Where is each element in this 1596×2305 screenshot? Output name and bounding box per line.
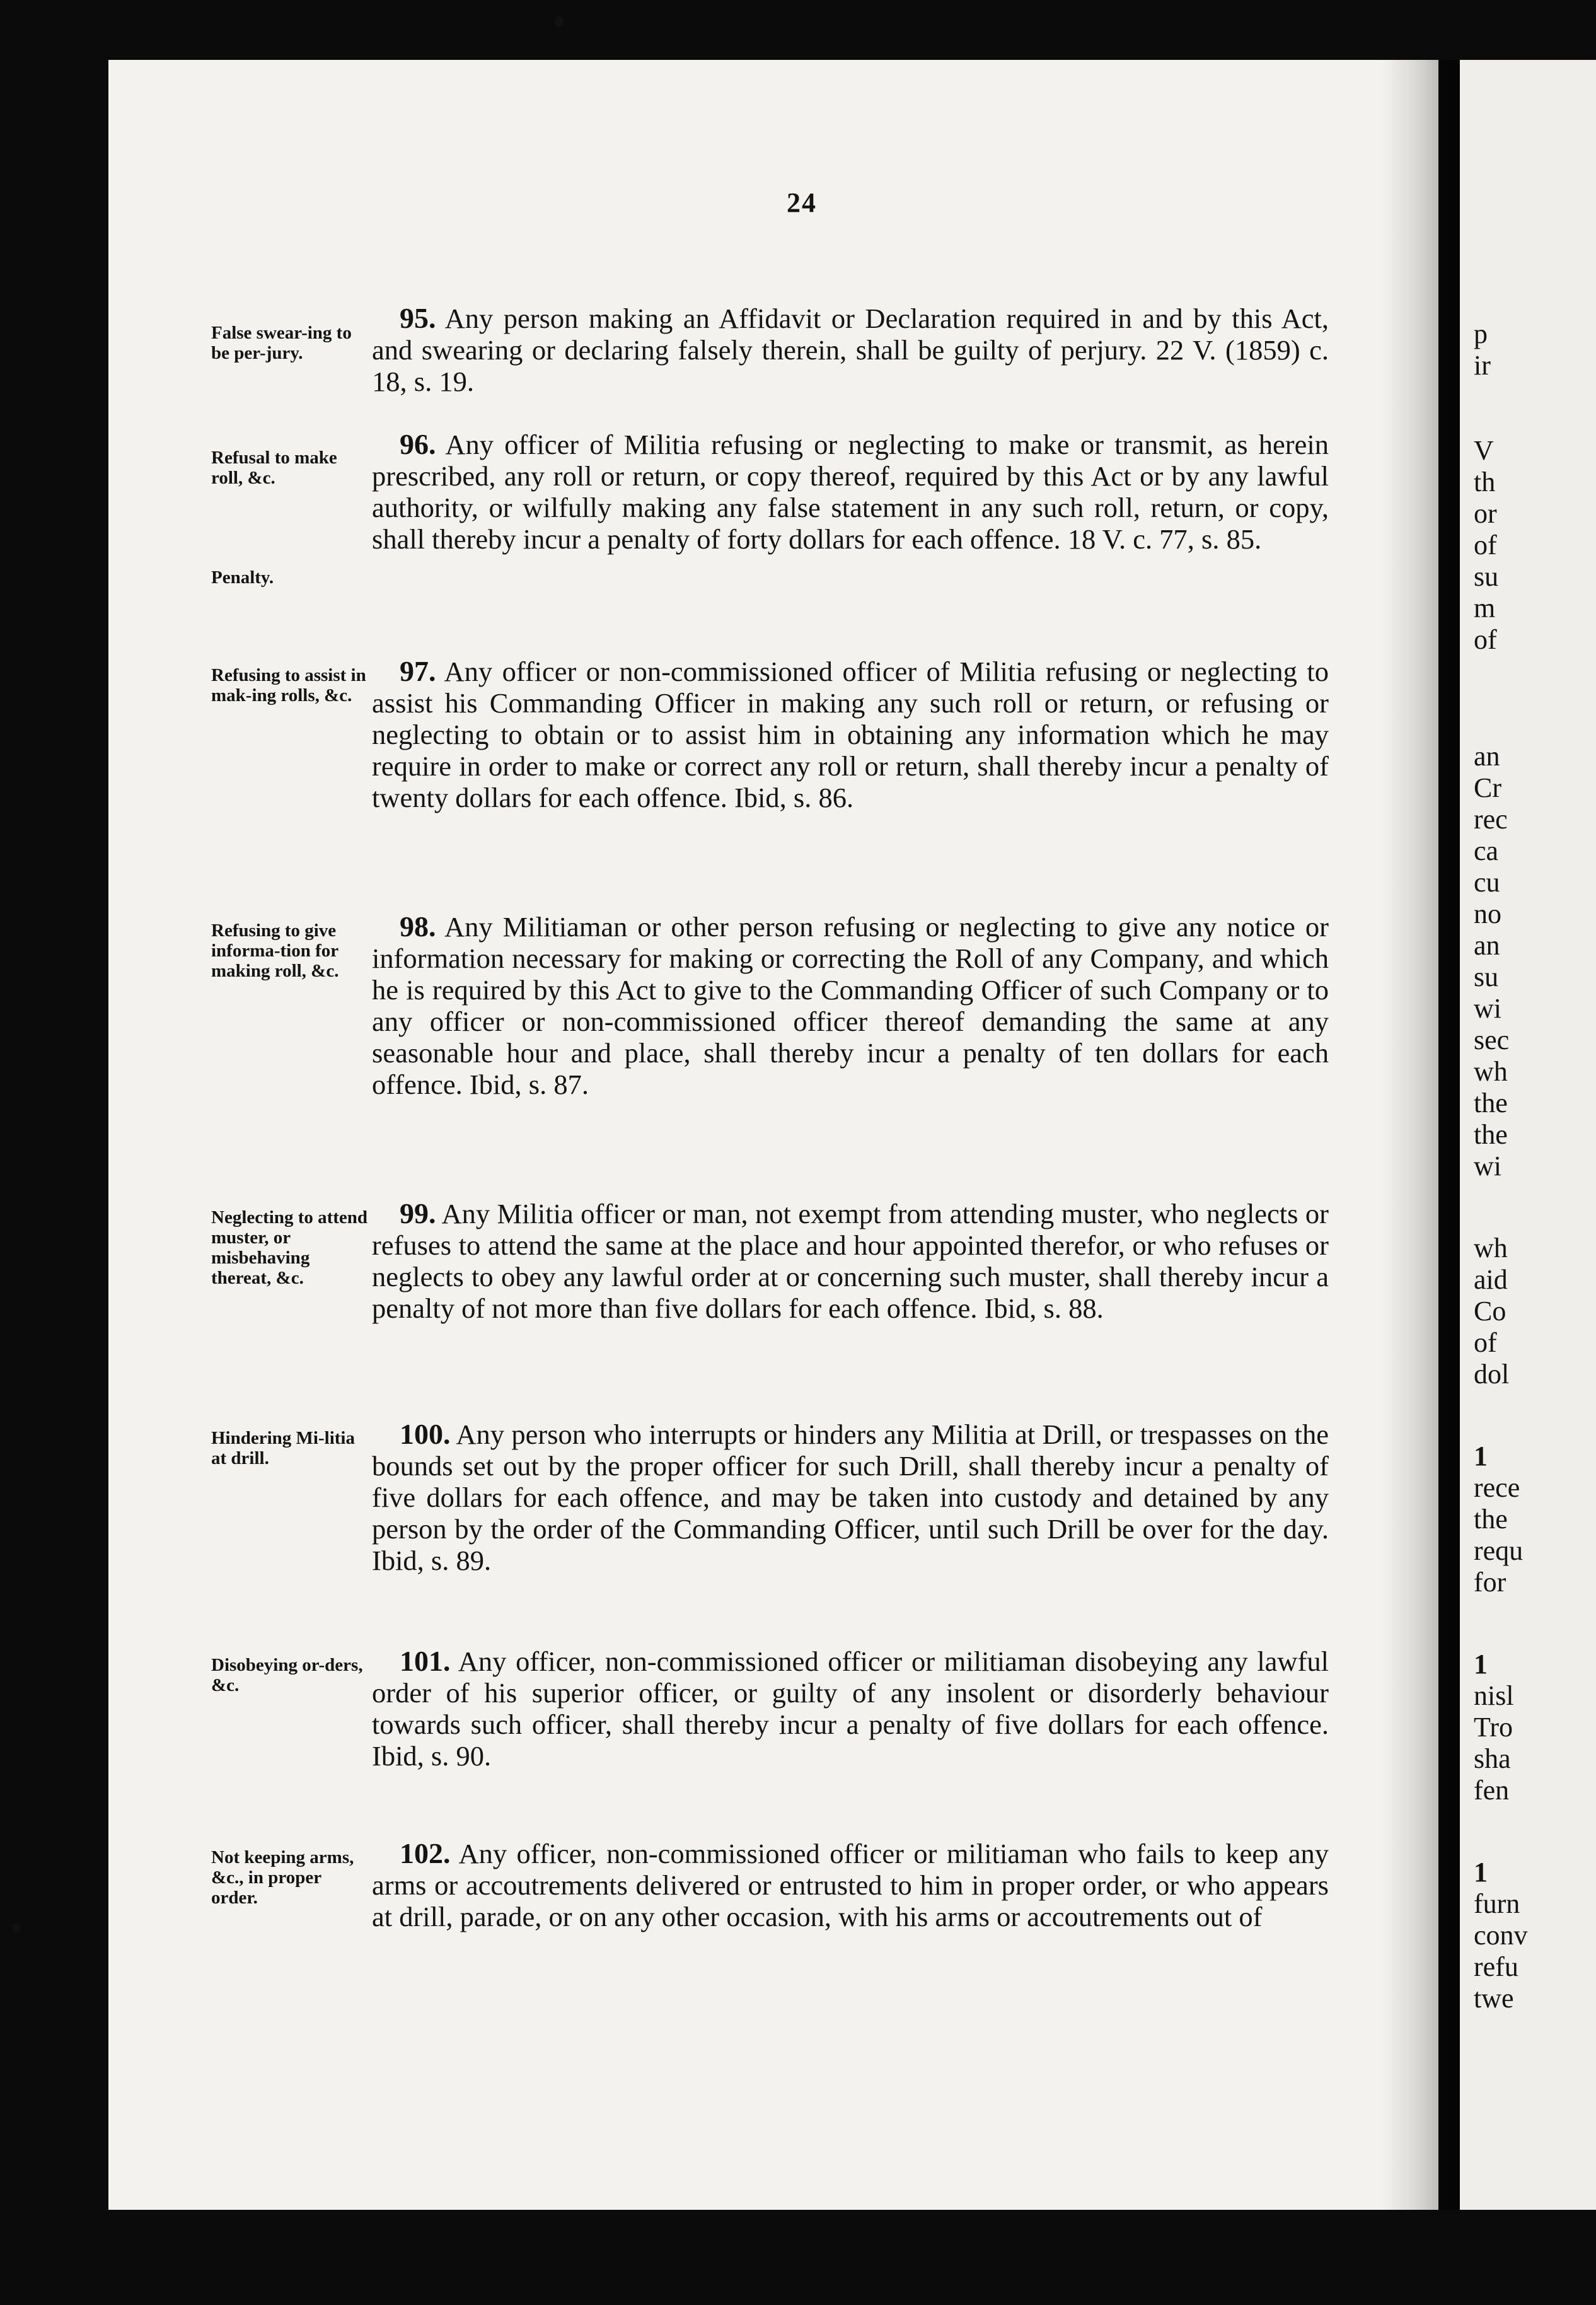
- book-spine: [1438, 60, 1460, 2210]
- facing-page-line-fragment: requ: [1474, 1535, 1524, 1566]
- facing-page-line-fragment: twe: [1474, 1983, 1514, 2014]
- facing-page-line-fragment: wi: [1474, 993, 1501, 1024]
- section-text: Any person making an Affidavit or Declaration required in and by this Act, and swearing or declaring falsely therein, shall be guilty of perjury. 22 V. (1859) c. 18, s. 19.: [372, 303, 1329, 397]
- facing-page-line-fragment: sha: [1474, 1743, 1511, 1774]
- section-97: [372, 656, 1329, 813]
- facing-page-line-fragment: wi: [1474, 1151, 1501, 1182]
- facing-page-line-fragment: an: [1474, 741, 1500, 772]
- facing-page-line-fragment: p: [1474, 318, 1488, 349]
- facing-page-line-fragment: conv: [1474, 1920, 1528, 1951]
- section-96: [372, 429, 1329, 555]
- facing-page-line-fragment: su: [1474, 961, 1499, 992]
- facing-page-line-fragment: the: [1474, 1119, 1508, 1150]
- section-text: Any officer of Militia refusing or neglecting to make or transmit, as herein prescribed, any roll or return, or copy thereof, required by this Act or by any lawful authority, or wilfully making any false statement in any such roll, return, or copy, shall thereby incur a penalty of forty dollars for each offence. 18 V. c. 77, s. 85.: [372, 429, 1329, 555]
- sidenote-neglecting-muster: Neglecting to attend muster, or misbehaving thereat, &c.: [211, 1207, 368, 1288]
- facing-page-line-fragment: su: [1474, 561, 1499, 592]
- facing-page-line-fragment: of: [1474, 530, 1497, 560]
- facing-page-line-fragment: 1: [1474, 1857, 1488, 1888]
- facing-page-line-fragment: m: [1474, 593, 1496, 624]
- sidenote-hindering-drill: Hindering Mi-litia at drill.: [211, 1428, 355, 1468]
- section-101: [372, 1646, 1329, 1772]
- sidenote-arms-order: Not keeping arms, &c., in proper order.: [211, 1847, 354, 1908]
- facing-page-line-fragment: Cr: [1474, 772, 1501, 803]
- section-text: Any officer, non-commissioned officer or militiaman disobeying any lawful order of his superior officer, or guilty of any insolent or disorderly behaviour towards such officer, shall thereby incur a penalty of five dollars for each offence. Ibid, s. 90.: [372, 1646, 1329, 1772]
- section-102: [372, 1838, 1329, 1932]
- facing-page-line-fragment: V: [1474, 435, 1494, 466]
- section-text: Any Militiaman or other person refusing or neglecting to give any notice or information necessary for making or correcting the Roll of any Company, and which he is required by this Act to give to the Commanding Officer of such Company or to any officer or non-commissioned officer thereof demanding the same at any seasonable hour and place, shall thereby incur a penalty of ten dollars for each offence. Ibid, s. 87.: [372, 911, 1329, 1100]
- facing-page-line-fragment: th: [1474, 467, 1496, 497]
- section-number: 98.: [400, 910, 436, 943]
- facing-page-line-fragment: Co: [1474, 1296, 1506, 1327]
- facing-page-line-fragment: rece: [1474, 1472, 1520, 1503]
- facing-page-line-fragment: nisl: [1474, 1680, 1514, 1711]
- facing-page-line-fragment: Tro: [1474, 1712, 1513, 1743]
- sidenote-penalty: Penalty.: [211, 567, 274, 588]
- section-number: 101.: [400, 1645, 451, 1677]
- facing-page-line-fragment: cu: [1474, 867, 1500, 898]
- section-text: Any officer or non-commissioned officer of Militia refusing or neglecting to assist his Commanding Officer in making any such roll or return, or refusing or neglecting to obtain or to assist him in obtaining any information which he may require in order to make or correct any roll or return, shall thereby incur a penalty of twenty dollars for each offence. Ibid, s. 86.: [372, 656, 1329, 813]
- facing-page-line-fragment: ir: [1474, 350, 1491, 381]
- page-gutter-shadow: [1382, 60, 1438, 2210]
- facing-page-line-fragment: wh: [1474, 1056, 1508, 1087]
- facing-page-fragment: [1460, 60, 1596, 2210]
- section-number: 102.: [400, 1837, 451, 1869]
- facing-page-line-fragment: of: [1474, 1327, 1497, 1358]
- facing-page-line-fragment: or: [1474, 498, 1497, 529]
- section-number: 99.: [400, 1197, 436, 1229]
- facing-page-line-fragment: of: [1474, 624, 1497, 655]
- facing-page-line-fragment: 1: [1474, 1649, 1488, 1680]
- section-98: [372, 911, 1329, 1100]
- section-95: [372, 303, 1329, 397]
- facing-page-line-fragment: furn: [1474, 1888, 1520, 1919]
- section-99: [372, 1198, 1329, 1324]
- facing-page-line-fragment: for: [1474, 1567, 1506, 1598]
- facing-page-line-fragment: the: [1474, 1088, 1508, 1118]
- facing-page-line-fragment: fen: [1474, 1775, 1510, 1806]
- section-text: Any officer, non-commissioned officer or militiaman who fails to keep any arms or accoutrements delivered or entrusted to him in proper order, or who appears at drill, parade, or on any other occasion, with his arms or accoutrements out of: [372, 1838, 1329, 1932]
- section-number: 97.: [400, 655, 436, 687]
- section-text: Any Militia officer or man, not exempt from attending muster, who neglects or refuses to attend the same at the place and hour appointed therefor, or who refuses or neglects to obey any lawful order at or concerning such muster, shall thereby incur a penalty of not more than five dollars for each offence. Ibid, s. 88.: [372, 1198, 1329, 1324]
- facing-page-line-fragment: wh: [1474, 1233, 1508, 1263]
- page-number: 24: [787, 187, 817, 218]
- sidenote-disobeying: Disobeying or-ders, &c.: [211, 1655, 363, 1695]
- facing-page-line-fragment: the: [1474, 1504, 1508, 1535]
- facing-page-line-fragment: no: [1474, 898, 1501, 929]
- section-100: [372, 1419, 1329, 1576]
- facing-page-line-fragment: an: [1474, 930, 1500, 961]
- section-number: 95.: [400, 302, 436, 334]
- sidenote-false-swearing: False swear-ing to be per-jury.: [211, 323, 352, 363]
- section-number: 100.: [400, 1418, 451, 1450]
- scan-speck: [13, 1923, 20, 1932]
- sidenote-refusing-assist: Refusing to assist in mak-ing rolls, &c.: [211, 665, 366, 705]
- scan-speck: [555, 16, 564, 27]
- facing-page-line-fragment: ca: [1474, 835, 1499, 866]
- section-number: 96.: [400, 428, 436, 460]
- facing-page-line-fragment: 1: [1474, 1441, 1488, 1472]
- sidenote-refusing-information: Refusing to give informa-tion for making roll, &c.: [211, 920, 339, 981]
- facing-page-line-fragment: aid: [1474, 1264, 1508, 1295]
- facing-page-line-fragment: rec: [1474, 804, 1508, 835]
- sidenote-refusal-roll: Refusal to make roll, &c.: [211, 448, 337, 488]
- facing-page-line-fragment: sec: [1474, 1025, 1510, 1055]
- facing-page-line-fragment: dol: [1474, 1359, 1510, 1390]
- section-text: Any person who interrupts or hinders any Militia at Drill, or trespasses on the bounds set out by the proper officer for such Drill, shall thereby incur a penalty of five dollars for each offence, and may be taken into custody and detained by any person by the order of the Commanding Officer, until such Drill be over for the day. Ibid, s. 89.: [372, 1419, 1329, 1576]
- facing-page-line-fragment: refu: [1474, 1951, 1518, 1982]
